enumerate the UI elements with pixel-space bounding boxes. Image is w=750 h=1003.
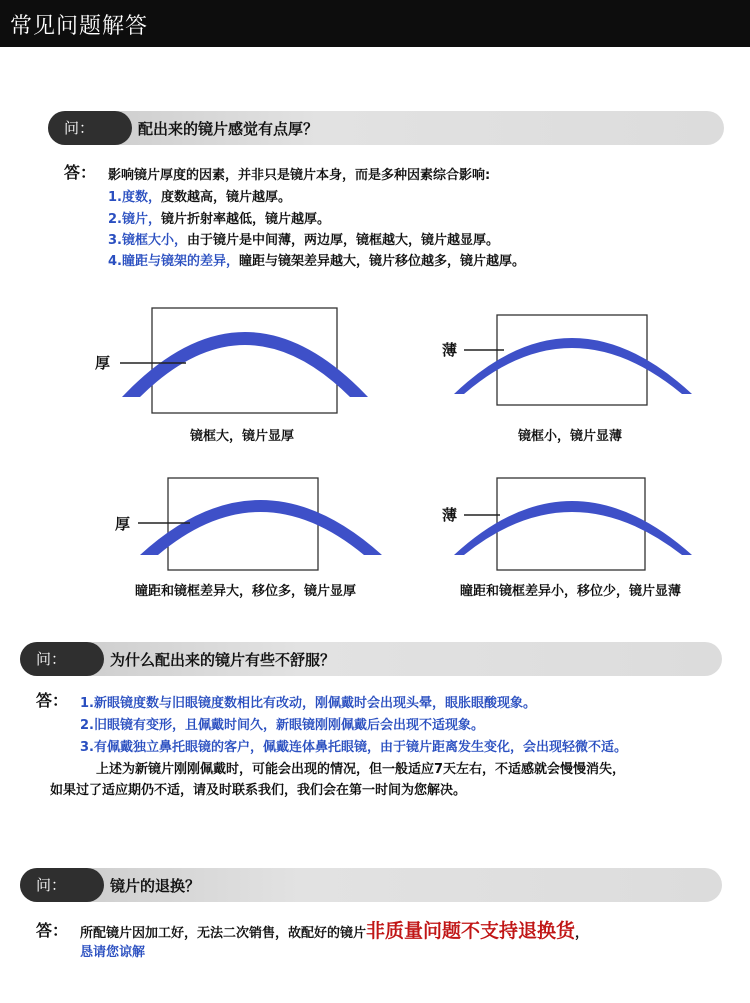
point-key: 3.镜框大小， bbox=[108, 233, 187, 248]
question-text: 为什么配出来的镜片有些不舒服？ bbox=[110, 651, 336, 669]
thickness-marker: 薄 bbox=[442, 341, 458, 359]
answer-highlight: 非质量问题不支持退换货 bbox=[366, 920, 576, 942]
question-text: 镜片的退换？ bbox=[110, 877, 201, 895]
lens-arc bbox=[454, 338, 692, 394]
point-text: 由于镜片是中间薄，两边厚，镜框越大，镜片越显厚。 bbox=[186, 233, 499, 248]
question-bar-2 bbox=[20, 642, 722, 676]
lens-arc bbox=[140, 500, 382, 555]
point-text: 镜片折射率越低，镜片越厚。 bbox=[160, 212, 330, 227]
answer-note-2: 如果过了适应期仍不适，请及时联系我们，我们会在第一时间为您解决。 bbox=[50, 783, 467, 798]
answer-text bbox=[80, 916, 588, 943]
answer-point-2 bbox=[108, 208, 330, 227]
thickness-marker: 薄 bbox=[442, 506, 458, 524]
lens-diagram-large-frame bbox=[90, 305, 380, 415]
lens-arc bbox=[122, 332, 368, 397]
answer-intro: 影响镜片厚度的因素，并非只是镜片本身，而是多种因素综合影响: bbox=[108, 168, 491, 183]
answer-label: 答： bbox=[36, 691, 69, 710]
point-key: 2.镜片， bbox=[108, 212, 161, 227]
diagram-caption-4: 瞳距和镜框差异小，移位少，镜片显薄 bbox=[460, 584, 682, 599]
question-label: 问： bbox=[48, 111, 132, 145]
lens-diagram-small-pd-diff bbox=[440, 475, 700, 575]
point-text: 瞳距与镜架差异越大，镜片移位越多，镜片越厚。 bbox=[238, 254, 525, 269]
thickness-marker: 厚 bbox=[115, 515, 131, 533]
lens-arc bbox=[454, 501, 692, 555]
answer-label: 答： bbox=[36, 921, 69, 940]
answer-point-3 bbox=[108, 229, 499, 248]
answer-point-4 bbox=[108, 250, 525, 269]
answer-suffix: ， bbox=[575, 926, 589, 941]
answer-closing: 恳请您谅解 bbox=[80, 945, 146, 960]
question-text: 配出来的镜片感觉有点厚？ bbox=[138, 120, 319, 138]
answer-note-1: 上述为新镜片刚刚佩戴时，可能会出现的情况，但一般适应7天左右，不适感就会慢慢消失， bbox=[96, 762, 626, 777]
diagram-caption-2: 镜框小，镜片显薄 bbox=[518, 429, 623, 444]
thickness-marker: 厚 bbox=[95, 354, 111, 372]
answer-point-1 bbox=[108, 186, 291, 205]
point-text: 度数越高，镜片越厚。 bbox=[160, 190, 291, 205]
frame-rect bbox=[497, 315, 647, 405]
diagram-caption-1: 镜框大，镜片显厚 bbox=[190, 429, 295, 444]
answer-point-3: 3.有佩戴独立鼻托眼镜的客户，佩戴连体鼻托眼镜，由于镜片距离发生变化，会出现轻微不适。 bbox=[80, 740, 627, 755]
answer-prefix: 所配镜片因加工好，无法二次销售，故配好的镜片 bbox=[80, 926, 367, 941]
question-bar-1 bbox=[48, 111, 724, 145]
frame-rect bbox=[497, 478, 645, 570]
page-title: 常见问题解答 bbox=[10, 14, 149, 39]
lens-diagram-large-pd-diff bbox=[110, 475, 390, 575]
point-key: 1.度数， bbox=[108, 190, 161, 205]
question-bar-3 bbox=[20, 868, 722, 902]
lens-diagram-small-frame bbox=[440, 310, 700, 410]
answer-label: 答： bbox=[64, 163, 97, 182]
question-label: 问： bbox=[20, 868, 104, 902]
point-key: 4.瞳距与镜架的差异， bbox=[108, 254, 239, 269]
question-label: 问： bbox=[20, 642, 104, 676]
answer-point-1: 1.新眼镜度数与旧眼镜度数相比有改动，刚佩戴时会出现头晕，眼胀眼酸现象。 bbox=[80, 696, 536, 711]
answer-point-2: 2.旧眼镜有变形，且佩戴时间久，新眼镜刚刚佩戴后会出现不适现象。 bbox=[80, 718, 484, 733]
diagram-caption-3: 瞳距和镜框差异大，移位多，镜片显厚 bbox=[135, 584, 357, 599]
page-header bbox=[0, 0, 750, 47]
